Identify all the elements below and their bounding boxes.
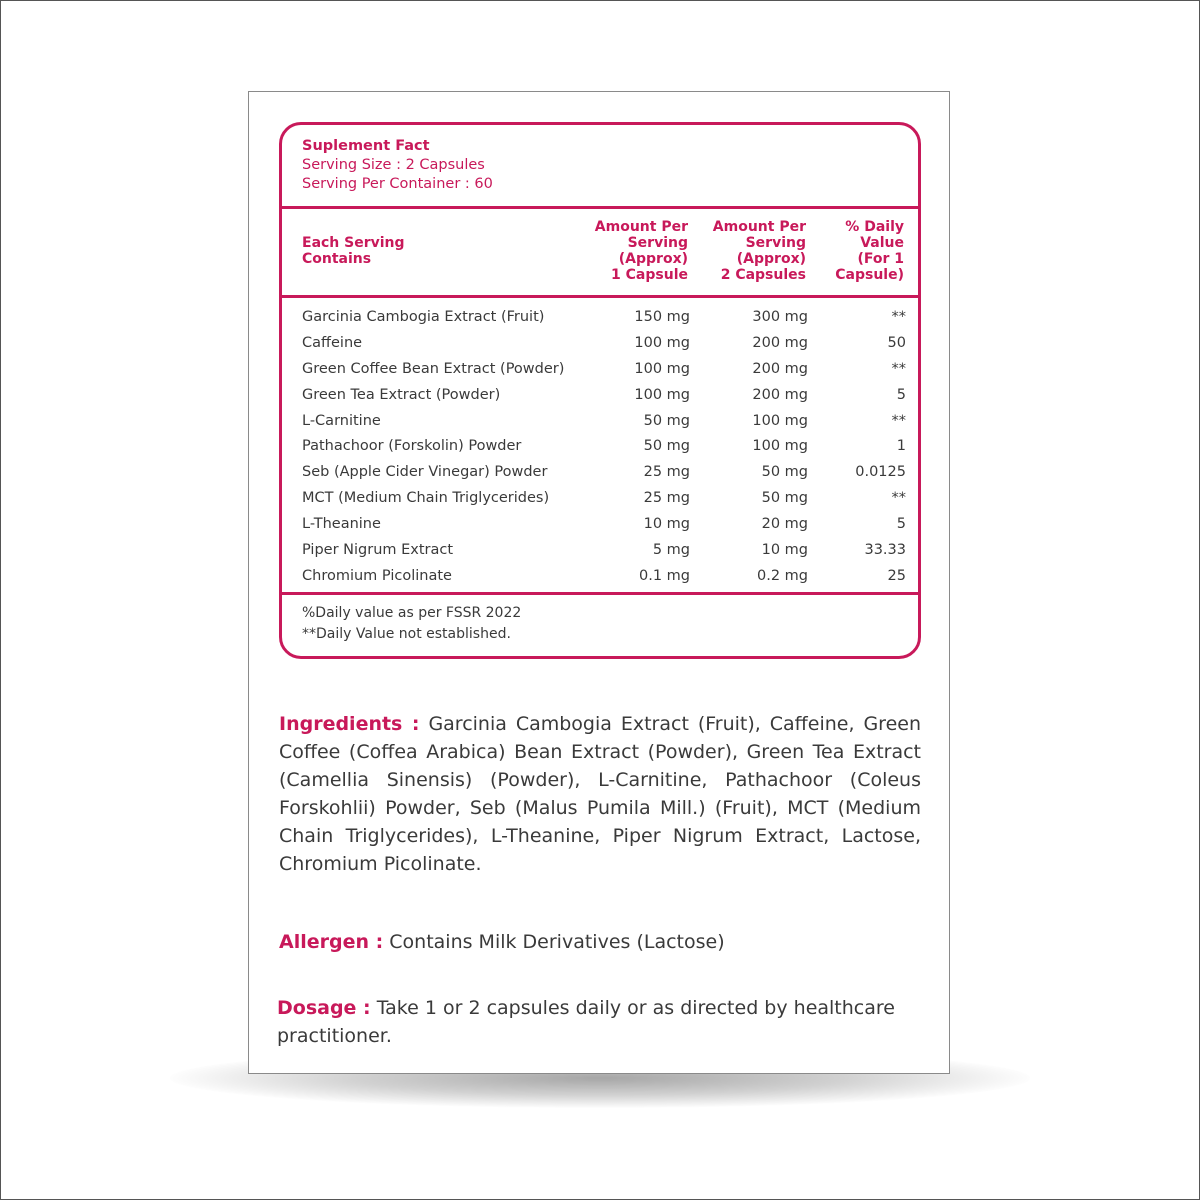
daily-value: 50 [887,334,906,351]
column-header-daily-value: % Daily Value (For 1 Capsule) [835,219,904,283]
daily-value: 1 [896,438,906,455]
daily-value: ** [891,360,906,377]
dosage-text: Take 1 or 2 capsules daily or as directed by healthcare practitioner. [277,997,895,1047]
column-header-two-capsules: Amount Per Serving (Approx) 2 Capsules [712,219,806,283]
amount-one-capsule: 25 mg [643,464,690,481]
table-row [282,512,918,538]
daily-value: ** [891,490,906,507]
ingredient-name: Green Tea Extract (Powder) [302,386,501,403]
amount-one-capsule: 100 mg [634,334,690,351]
table-row [282,486,918,512]
serving-size: Serving Size : 2 Capsules [302,157,485,173]
amount-one-capsule: 100 mg [634,386,690,403]
amount-two-capsules: 200 mg [752,386,808,403]
amount-two-capsules: 0.2 mg [757,567,808,584]
daily-value: 25 [887,567,906,584]
table-row [282,331,918,357]
facts-header [302,137,493,194]
amount-two-capsules: 100 mg [752,412,808,429]
amount-one-capsule: 100 mg [634,360,690,377]
ingredient-name: L-Theanine [302,516,381,533]
daily-value: 0.0125 [855,464,906,481]
footnote-not-established: **Daily Value not established. [302,626,511,642]
amount-two-capsules: 100 mg [752,438,808,455]
ingredient-name: MCT (Medium Chain Triglycerides) [302,490,550,507]
ingredient-name: Chromium Picolinate [302,567,452,584]
ingredient-name: Caffeine [302,334,363,351]
footnote-daily-value: %Daily value as per FSSR 2022 [302,605,522,621]
column-header-one-capsule: Amount Per Serving (Approx) 1 Capsule [594,219,688,283]
table-row [282,434,918,460]
supplement-facts-panel [279,122,921,659]
ingredients-section [279,710,921,878]
allergen-section [279,928,921,956]
amount-two-capsules: 300 mg [752,309,808,325]
servings-per-container: Serving Per Container : 60 [302,176,493,192]
column-header-each-serving: Each Serving Contains [302,235,405,267]
divider-bottom [282,592,918,595]
ingredient-name: Seb (Apple Cider Vinegar) Powder [302,464,548,481]
table-row [282,460,918,486]
table-row [282,564,918,590]
divider-top [282,206,918,209]
amount-two-capsules: 200 mg [752,360,808,377]
amount-two-capsules: 20 mg [761,516,808,533]
table-row [282,538,918,564]
table-row [282,383,918,409]
dosage-section [277,994,907,1050]
facts-footnotes [302,603,521,645]
ingredients-text: Garcinia Cambogia Extract (Fruit), Caffeine, Green Coffee (Coffea Arabica) Bean Extract (Powder), Green Tea Extract (Camellia Sinensis) (Powder), L-Carnitine, Pathachoor (Coleus Forskohlii) Powder, Seb (Malus Pumila Mill.) (Fruit), MCT (Medium Chain Triglycerides), L-Theanine, Piper Nigrum Extract, Lactose, Chromium Picolinate. [279,713,921,875]
daily-value: 33.33 [864,542,906,559]
amount-one-capsule: 10 mg [643,516,690,533]
allergen-label: Allergen : [279,931,384,953]
facts-table-body [282,305,918,590]
daily-value: 5 [896,516,906,533]
allergen-text: Contains Milk Derivatives (Lactose) [389,931,725,953]
amount-one-capsule: 5 mg [652,542,690,559]
table-row [282,357,918,383]
ingredient-name: Pathachoor (Forskolin) Powder [302,438,522,455]
daily-value: ** [891,412,906,429]
ingredient-name: Piper Nigrum Extract [302,542,454,559]
amount-one-capsule: 50 mg [643,412,690,429]
amount-one-capsule: 50 mg [643,438,690,455]
amount-two-capsules: 50 mg [761,464,808,481]
facts-title: Suplement Fact [302,138,430,154]
amount-one-capsule: 150 mg [634,309,690,325]
ingredients-label: Ingredients : [279,713,420,735]
dosage-label: Dosage : [277,997,371,1019]
daily-value: ** [891,309,906,325]
daily-value: 5 [896,386,906,403]
amount-two-capsules: 10 mg [761,542,808,559]
ingredient-name: L-Carnitine [302,412,381,429]
supplement-label [248,91,950,1074]
table-row [282,409,918,435]
divider-header [282,295,918,298]
amount-two-capsules: 50 mg [761,490,808,507]
amount-one-capsule: 25 mg [643,490,690,507]
amount-one-capsule: 0.1 mg [639,567,690,584]
table-row [282,305,918,331]
ingredient-name: Garcinia Cambogia Extract (Fruit) [302,309,545,325]
ingredient-name: Green Coffee Bean Extract (Powder) [302,360,565,377]
amount-two-capsules: 200 mg [752,334,808,351]
